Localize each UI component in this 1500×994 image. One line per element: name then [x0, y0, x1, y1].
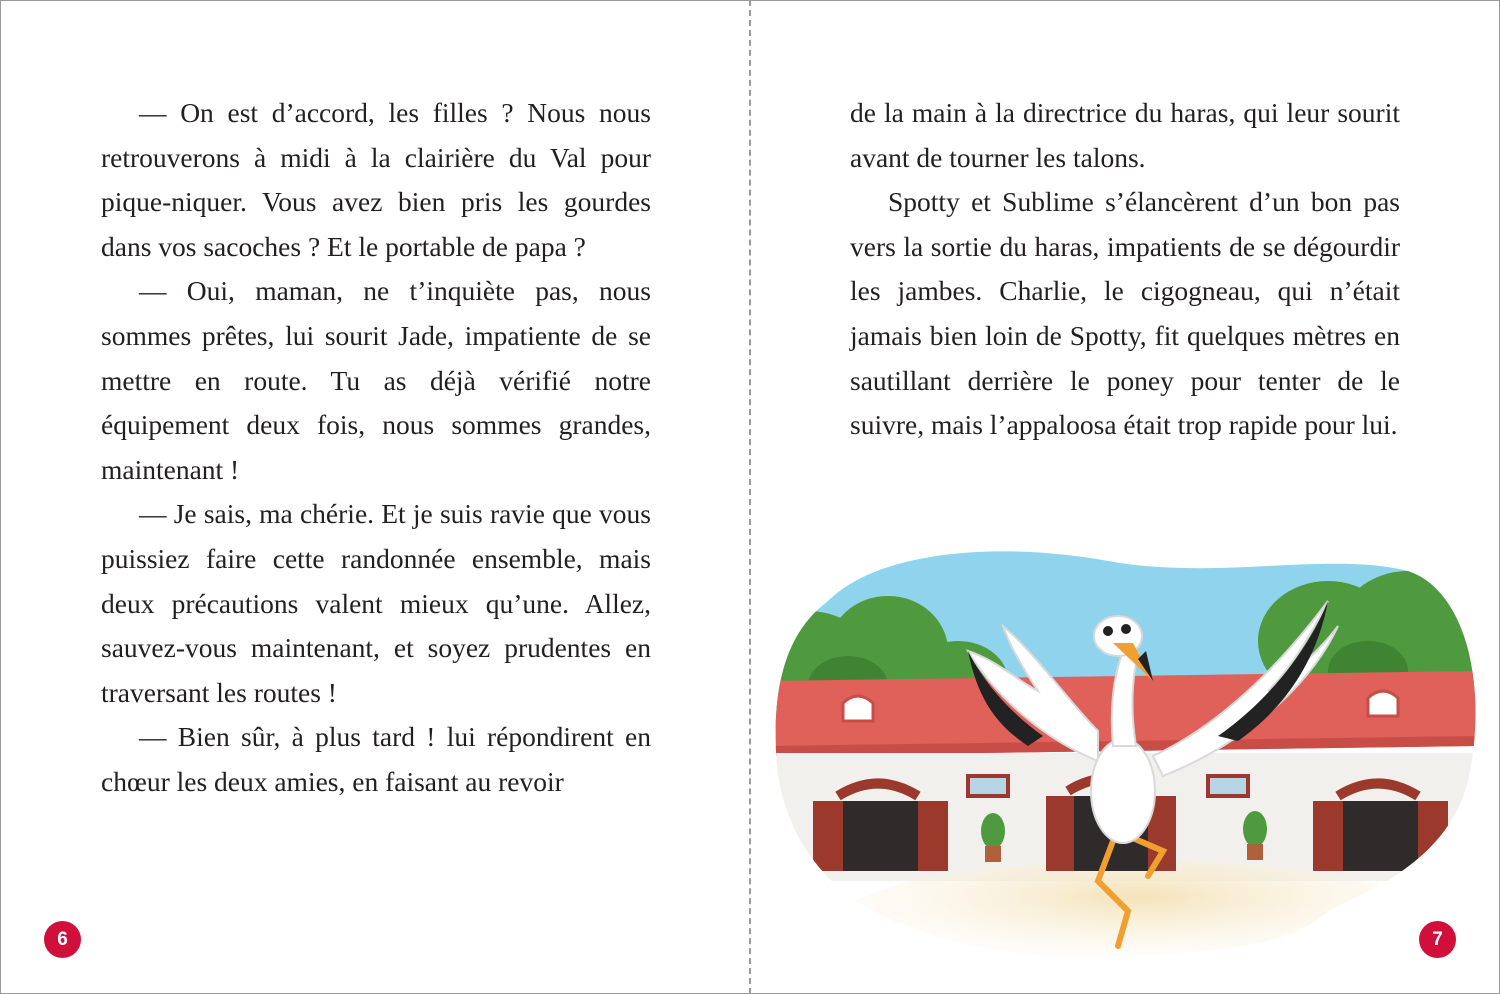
paragraph: — Bien sûr, à plus tard ! lui répondirent en chœur les deux amies, en faisant au revoir [101, 721, 651, 797]
page-number-badge: 7 [1419, 921, 1456, 958]
paragraph: — Je sais, ma chérie. Et je suis ravie que vous puissiez faire cette randonnée ensemble, mais deux précautions valent mieux qu’une. Allez, sauvez-vous maintenant, et soyez prudentes en traversant les routes ! [101, 498, 651, 708]
page-number-badge: 6 [44, 921, 81, 958]
paragraph: — Oui, maman, ne t’inquiète pas, nous sommes prêtes, lui sourit Jade, impatiente de se mettre en route. Tu as déjà vérifié notre équipement deux fois, nous sommes grandes, maintenant ! [101, 275, 651, 485]
stork-stable-illustration [768, 531, 1478, 971]
right-page-text [850, 91, 1400, 448]
paragraph: de la main à la directrice du haras, qui leur sourit avant de tourner les talons. [850, 97, 1400, 173]
right-page [750, 0, 1500, 994]
paragraph: Spotty et Sublime s’élancèrent d’un bon pas vers la sortie du haras, impatients de se dégourdir les jambes. Charlie, le cigogneau, qui n’était jamais bien loin de Spotty, fit quelques mètres en sautillant derrière le poney pour tenter de le suivre, mais l’appaloosa était trop rapide pour lui. [850, 186, 1400, 441]
left-page-text [101, 91, 651, 805]
paragraph: — On est d’accord, les filles ? Nous nous retrouverons à midi à la clairière du Val pour pique-niquer. Vous avez bien pris les gourdes dans vos sacoches ? Et le portable de papa ? [101, 97, 651, 262]
